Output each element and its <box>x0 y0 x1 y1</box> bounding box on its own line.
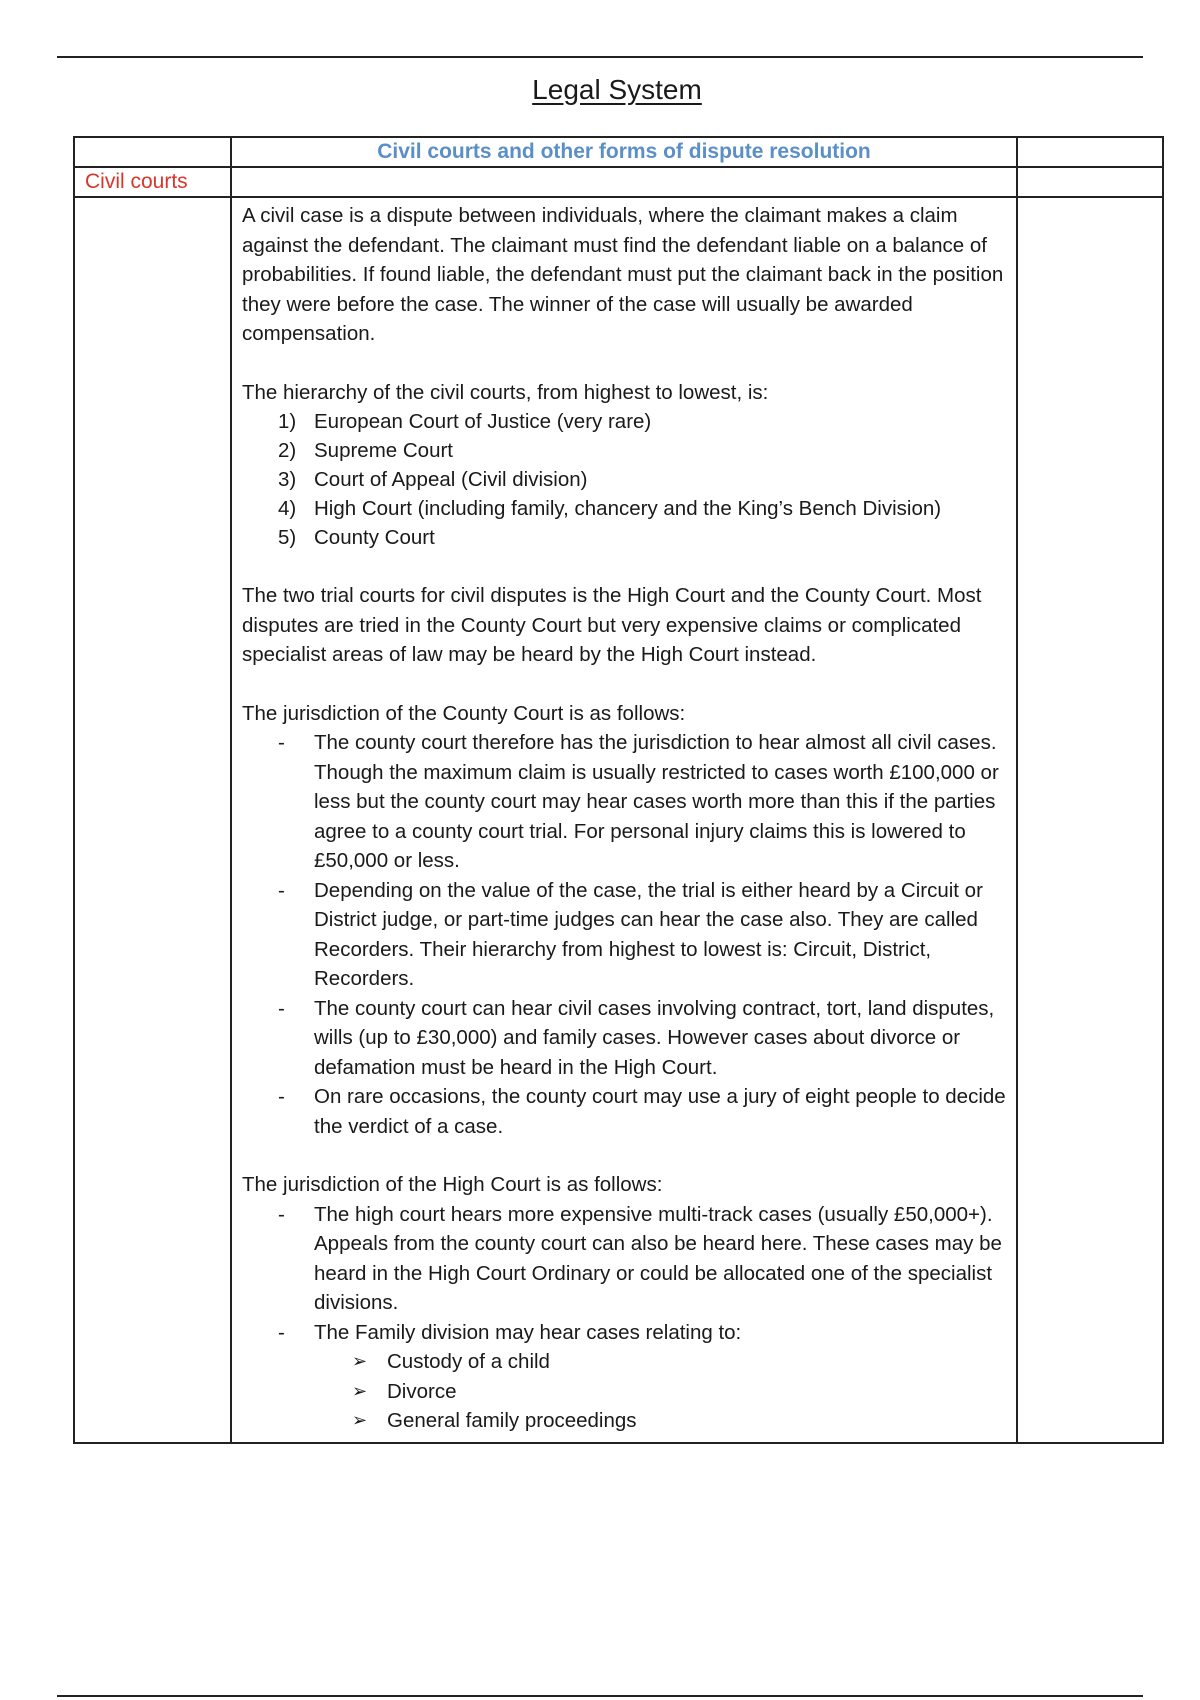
list-number: 1) <box>278 410 297 433</box>
content-right-cell <box>1017 197 1163 1443</box>
dash-bullet-icon: - <box>278 731 285 754</box>
spacer <box>242 1141 1006 1170</box>
list-item <box>242 407 1006 436</box>
intro-paragraph: A civil case is a dispute between individuals, where the claimant makes a claim against the defendant. The claimant must find the defendant liable on a balance of probabilities. If found liable, the defendant must put the claimant back in the position they were before the case. The winner of the case will usually be awarded compensation. <box>242 204 1004 345</box>
heading-right-cell <box>1017 137 1163 167</box>
bottom-rule <box>57 1695 1143 1697</box>
list-item <box>242 1318 1006 1348</box>
arrow-bullet-icon: ➢ <box>352 1380 368 1401</box>
heading-center-cell <box>231 137 1017 167</box>
list-item <box>242 1377 1006 1407</box>
content-row <box>74 197 1163 1443</box>
top-rule <box>57 56 1143 58</box>
list-item-text: Supreme Court <box>314 439 454 462</box>
list-item <box>242 465 1006 494</box>
court-hierarchy-list <box>242 407 1006 552</box>
list-item <box>242 494 1006 523</box>
heading-row <box>74 137 1163 167</box>
spacer <box>242 552 1006 581</box>
list-item <box>242 876 1006 994</box>
list-item <box>242 1406 1006 1436</box>
list-item <box>242 728 1006 876</box>
list-item <box>242 523 1006 552</box>
list-item <box>242 1347 1006 1377</box>
dash-bullet-icon: - <box>278 996 285 1020</box>
topic-center-cell <box>231 167 1017 197</box>
arrow-bullet-icon: ➢ <box>352 1351 368 1371</box>
list-item-text: The Family division may hear cases relating to: <box>314 1320 742 1344</box>
list-item <box>242 1082 1006 1141</box>
list-item <box>242 1200 1006 1318</box>
high-court-list <box>242 1200 1006 1348</box>
list-item-text: County Court <box>314 526 435 549</box>
list-number: 5) <box>278 526 297 549</box>
list-item-text: On rare occasions, the county court may use a jury of eight people to decide the verdict of a case. <box>314 1085 1006 1138</box>
topic-right-cell <box>1017 167 1163 197</box>
list-item-text: The county court therefore has the jurisdiction to hear almost all civil cases. Though the maximum claim is usually restricted to cases worth £100,000 or less but the county court may hear cases worth more than this if the parties agree to a county court trial. For personal injury claims this is lowered to £50,000 or less. <box>314 731 999 872</box>
list-item-text: Divorce <box>387 1379 457 1403</box>
list-number: 3) <box>278 468 297 491</box>
page-title: Legal System <box>532 74 702 105</box>
heading-left-cell <box>74 137 231 167</box>
list-number: 4) <box>278 497 297 520</box>
dash-bullet-icon: - <box>278 1202 285 1226</box>
family-division-list <box>242 1347 1006 1436</box>
list-item-text: The high court hears more expensive multi-track cases (usually £50,000+). Appeals from the county court can also be heard here. These cases may be heard in the High Court Ordinary or could be allocated one of the specialist divisions. <box>314 1202 1002 1314</box>
spacer <box>242 349 1006 378</box>
notes-table <box>73 136 1164 1444</box>
list-number: 2) <box>278 439 297 462</box>
trial-courts-paragraph: The two trial courts for civil disputes is the High Court and the County Court. Most disputes are tried in the County Court but very expensive claims or complicated specialist areas of law may be heard by the High Court instead. <box>242 584 982 666</box>
list-item-text: Depending on the value of the case, the trial is either heard by a Circuit or District judge, or part-time judges can hear the case also. They are called Recorders. Their hierarchy from highest to lowest is: Circuit, District, Recorders. <box>314 878 983 990</box>
high-court-intro: The jurisdiction of the High Court is as follows: <box>242 1173 663 1196</box>
content-left-cell <box>74 197 231 1443</box>
spacer <box>242 670 1006 699</box>
dash-bullet-icon: - <box>278 1320 285 1344</box>
list-item-text: High Court (including family, chancery and the King’s Bench Division) <box>314 497 942 520</box>
arrow-bullet-icon: ➢ <box>352 1410 368 1430</box>
county-court-intro: The jurisdiction of the County Court is as follows: <box>242 701 686 725</box>
list-item <box>242 436 1006 465</box>
list-item <box>242 994 1006 1083</box>
list-item-text: General family proceedings <box>387 1409 637 1432</box>
hierarchy-intro: The hierarchy of the civil courts, from highest to lowest, is: <box>242 380 769 404</box>
list-item-text: Court of Appeal (Civil division) <box>314 468 588 491</box>
dash-bullet-icon: - <box>278 878 285 902</box>
county-court-list <box>242 728 1006 1141</box>
content-cell <box>231 197 1017 1443</box>
list-item-text: Custody of a child <box>387 1350 550 1373</box>
list-item-text: The county court can hear civil cases involving contract, tort, land disputes, wills (up to £30,000) and family cases. However cases about divorce or defamation must be heard in the High Court. <box>314 996 995 1079</box>
topic-label: Civil courts <box>74 167 231 197</box>
dash-bullet-icon: - <box>278 1085 285 1108</box>
section-heading: Civil courts and other forms of dispute resolution <box>377 140 871 163</box>
topic-row <box>74 167 1163 197</box>
list-item-text: European Court of Justice (very rare) <box>314 410 652 433</box>
